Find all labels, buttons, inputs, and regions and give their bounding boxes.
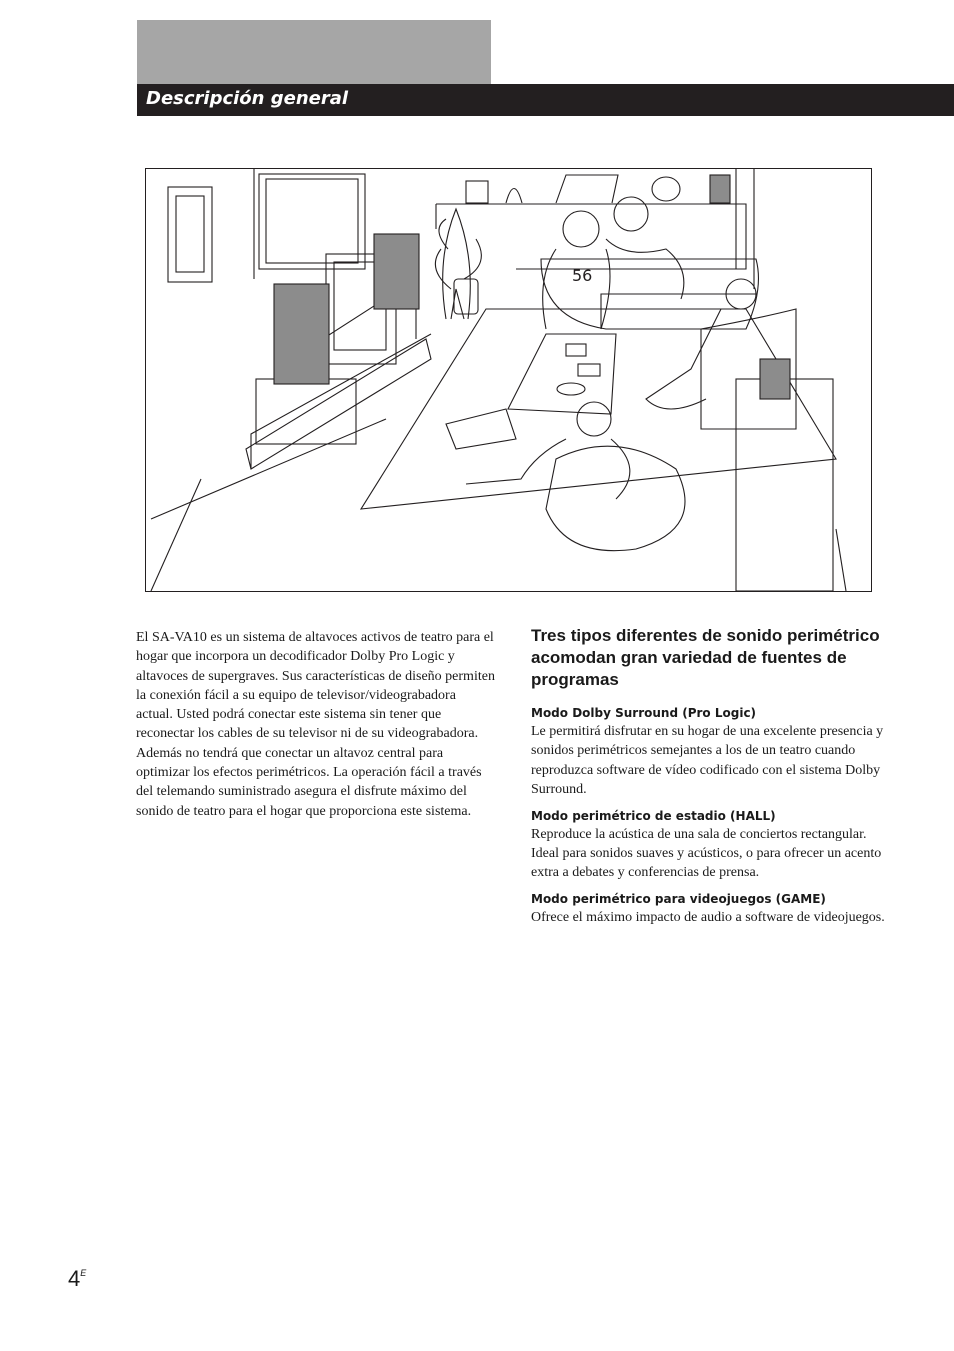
- page-number-value: 4: [68, 1266, 81, 1291]
- mode-description: Ofrece el máximo impacto de audio a software de videojuegos.: [531, 909, 885, 925]
- mode-description: Le permitirá disfrutar en su hogar de una excelente presencia y sonidos perimétricos semejantes a los de un teatro cuando reproduzca software de vídeo codificado con el sistema Dolby Surround.: [531, 724, 884, 798]
- intro-paragraph: El SA-VA10 es un sistema de altavoces activos de teatro para el hogar que incorpora un decodificador Dolby Pro Logic y altavoces de supergraves. Sus características de diseño permiten la conexión fácil a su equipo de televisor/videograbadora actual. Usted podrá conectar este sistema sin tener que reconectar los cables de su televisor ni de su videograbadora. Además no tendrá que conectar un altavoz central para optimizar los efectos perimétricos. La operación fácil a través del telemando suministrado asegura el disfrute máximo del sonido de teatro para el hogar que proporciona este sistema.: [136, 630, 495, 819]
- mode-title: Modo Dolby Surround (Pro Logic): [531, 706, 757, 720]
- mode-dolby-surround: [531, 705, 891, 800]
- surround-modes-column: [531, 625, 891, 935]
- header-gray-tab: [137, 20, 491, 84]
- section-heading: Tres tipos diferentes de sonido perimétrico acomodan gran variedad de fuentes de programas: [531, 626, 880, 689]
- jersey-number: 56: [572, 266, 593, 285]
- page-title: Descripción general: [146, 88, 349, 109]
- mode-title: Modo perimétrico para videojuegos (GAME): [531, 891, 826, 906]
- mode-game: [531, 891, 891, 927]
- mode-title: Modo perimétrico de estadio (HALL): [531, 808, 776, 823]
- mode-hall: [531, 808, 891, 883]
- living-room-illustration: [145, 168, 872, 592]
- intro-column: [136, 628, 496, 821]
- page-number-suffix: E: [80, 1268, 87, 1278]
- page-number: [68, 1266, 86, 1292]
- header-bar: [137, 84, 954, 116]
- mode-description: Reproduce la acústica de una sala de conciertos rectangular. Ideal para sonidos suaves y acústicos, o para ofrecer un acento extra a debates y conferencias de prensa.: [531, 826, 882, 881]
